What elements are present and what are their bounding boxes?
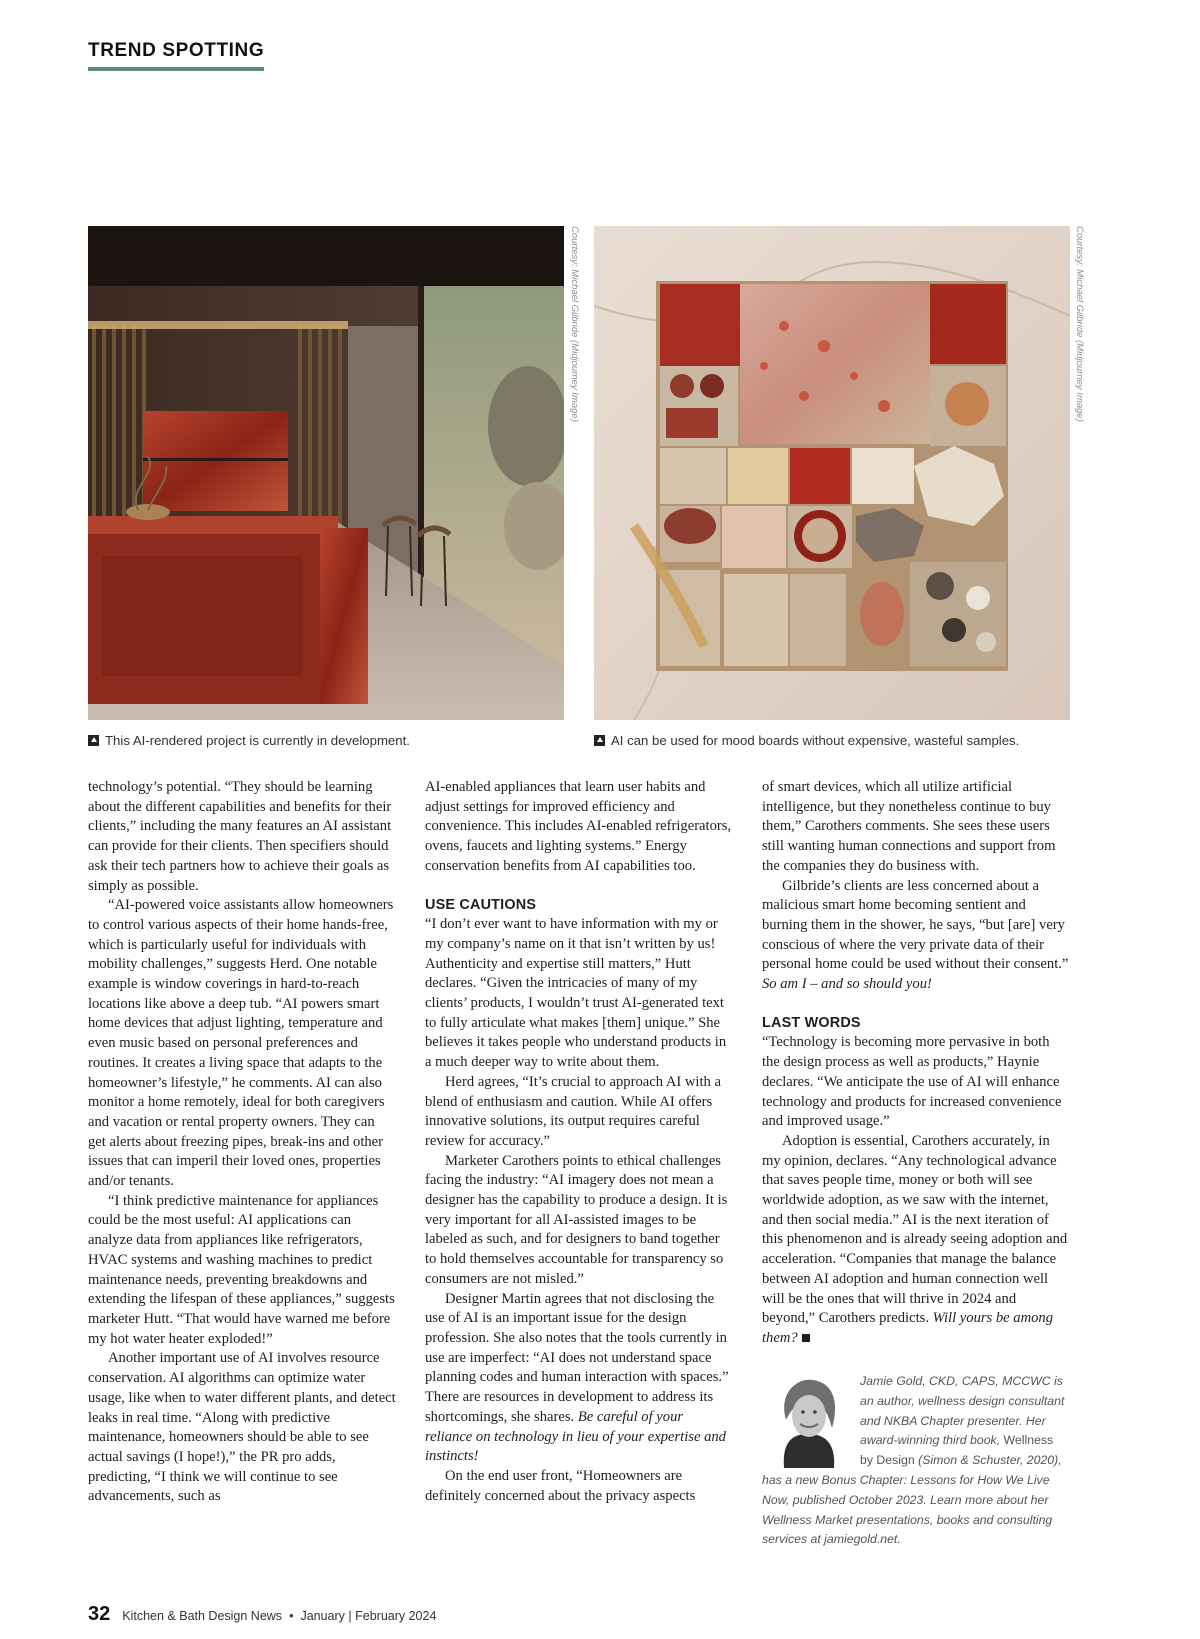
- section-tag: TREND SPOTTING: [88, 40, 264, 71]
- paragraph: [762, 877, 1070, 995]
- bio-text-1: Jamie Gold, CKD, CAPS, MCCWC is an author, wellness design consultant and NKBA Chapter presenter. Her award-winning third book,: [860, 1374, 1065, 1448]
- photo-caption-1: [88, 733, 410, 748]
- paragraph-text: Adoption is essential, Carothers accurately, in my opinion, declares. “Any technological advance that saves people time, money or both will see worldwide adoption, as we saw with the internet, and then social media.” AI is the next iteration of this phenomenon and is already seeing adoption and acceleration. “Companies that manage the balance between AI adoption and human connection well will be the ones that will thrive in 2024 and beyond,” Carothers predicts.: [762, 1132, 1068, 1327]
- italic-aside: So am I – and so should you!: [762, 976, 932, 993]
- end-mark-icon: [802, 1334, 810, 1342]
- subheading-use-cautions: USE CAUTIONS: [425, 896, 537, 913]
- photo-credit-2: Courtesy: Michael Gilbride (Midjourney Image): [1074, 226, 1085, 422]
- caption-text-1: This AI-rendered project is currently in development.: [105, 733, 410, 748]
- paragraph: “I don’t ever want to have information with my or my company’s name on it that isn’t written by us! Authenticity and expertise still matters,” Hutt declares. “Given the intricacies of many of my clients’ products, I wouldn’t trust AI-generated text to fully articulate what makes [them] unique.” She believes it takes people who understand products in a much deeper way to write about them.: [425, 916, 727, 1071]
- footer-separator: •: [289, 1609, 294, 1623]
- subheading-last-words: LAST WORDS: [762, 1014, 861, 1031]
- paragraph: Another important use of AI involves resource conservation. AI algorithms can optimize water usage, like when to water different plants, and detect leaks in real time. “Along with predictive maintenance, homeowners should be able to see actual savings (I hope!),” the PR pro adds, predicting, “I think we will continue to see advancements, such as: [88, 1350, 396, 1505]
- paragraph: technology’s potential. “They should be learning about the different capabilities and benefits for their clients,” including the many features an AI assistant can provide for their clients. Then specifiers should ask their tech partners how to achieve their goals as simply as possible.: [88, 779, 392, 894]
- article-column-2: [425, 778, 733, 1506]
- page-footer: [88, 1603, 436, 1626]
- bio-text-2: (Simon & Schuster, 2020), has a new Bonus Chapter: Lessons for How We Live Now, published October 2023. Learn more about her Wellness Market presentations, books and consulting services at jamiegold.net.: [762, 1453, 1062, 1547]
- paragraph: On the end user front, “Homeowners are definitely concerned about the privacy aspects: [425, 1467, 696, 1504]
- bio-book-title: Wellness by Design: [860, 1433, 1054, 1468]
- paragraph: [425, 1290, 733, 1467]
- issue-date: January | February 2024: [300, 1609, 437, 1623]
- paragraph: [762, 1132, 1070, 1349]
- publication-name: Kitchen & Bath Design News: [122, 1609, 283, 1623]
- page-number: 32: [88, 1603, 111, 1625]
- paragraph-text: Designer Martin agrees that not disclosing the use of AI is an important issue for the design profession. She also notes that the tools currently in use are imperfect: “AI does not understand space planning codes and human interaction with spaces.” There are resources in development to address its shortcomings, she shares.: [425, 1290, 729, 1425]
- author-photo: [762, 1372, 854, 1468]
- italic-aside: Will yours be among them?: [762, 1310, 1054, 1346]
- paragraph: of smart devices, which all utilize artificial intelligence, but they nonetheless continue to buy them,” Carothers comments. She sees these users still wanting human connections and support from the companies they do business with.: [762, 779, 1056, 874]
- paragraph: Herd agrees, “It’s crucial to approach AI with a blend of enthusiasm and caution. While AI offers innovative solutions, its output requires careful review for accuracy.”: [425, 1073, 721, 1149]
- paragraph: Marketer Carothers points to ethical challenges facing the industry: “AI imagery does not mean a designer has the capability to produce a design. It is very important for all AI-assisted images to be labeled as such, and for designers to band together to hold themselves accountable for transparency so consumers are not misled.”: [425, 1152, 728, 1287]
- paragraph-text: Gilbride’s clients are less concerned about a malicious smart home becoming sentient and burning them in the shower, he says, “but [are] very conscious of where the very private data of their personal home could be used without their consent.”: [762, 877, 1069, 973]
- photo-caption-2: [594, 733, 1019, 748]
- caption-text-2: AI can be used for mood boards without expensive, wasteful samples.: [611, 733, 1020, 748]
- article-column-1: [88, 778, 396, 1507]
- camera-icon: [88, 735, 99, 746]
- camera-icon: [594, 735, 605, 746]
- italic-aside: Be careful of your reliance on technology in lieu of your expertise and instincts!: [425, 1408, 726, 1465]
- photo-credit-1: Courtesy: Michael Gilbride (Midjourney Image): [569, 226, 580, 422]
- paragraph: “I think predictive maintenance for appliances could be the most useful: AI applications can analyze data from appliances like refrigerators, HVAC systems and washing machines to predict maintenance needs, preventing breakdowns and extending the lifespan of these appliances,” suggests marketer Hutt. “That would have warned me before my hot water heater exploded!”: [88, 1192, 395, 1347]
- paragraph: AI-enabled appliances that learn user habits and adjust settings for improved efficiency and convenience. This includes AI-enabled refrigerators, ovens, faucets and lighting systems.” Energy conservation benefits from AI capabilities too.: [425, 779, 732, 874]
- paragraph: “Technology is becoming more pervasive in both the design process as well as products,” Haynie declares. “We anticipate the use of AI will enhance technology and products for increased convenience and improved usage.”: [762, 1034, 1062, 1130]
- paragraph: “AI-powered voice assistants allow homeowners to control various aspects of their home hands-free, which is particularly useful for individuals with mobility challenges,” suggests Herd. One notable example is window coverings in hard-to-reach locations like above a deep tub. “AI powers smart home devices that adjust lighting, temperature and even music based on personal preferences and routines. It creates a living space that adapts to the homeowner’s lifestyle,” he comments. AI can also monitor a home remotely, ideal for both caregivers and vacation or rental property owners. They can get alerts about freezing pipes, break-ins and other issues that can imperil their loved ones, properties and/or tenants.: [88, 897, 394, 1190]
- article-column-3: [762, 778, 1070, 1349]
- author-bio: [762, 1372, 1068, 1550]
- mood-board-image: [594, 226, 1070, 720]
- kitchen-render-image: [88, 226, 564, 720]
